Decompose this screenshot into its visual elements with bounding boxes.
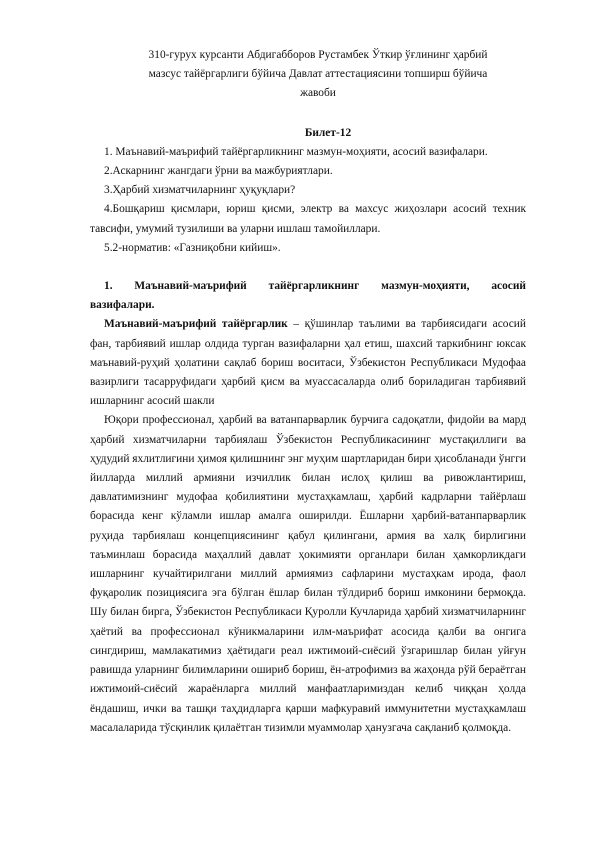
question-2: 2.Аскарнинг жангдаги ўрни ва мажбуриятлари. (104, 165, 333, 178)
question-1: 1. Маънавий-маърифий тайёргарликнинг мазмун-моҳияти, асосий вазифалари. (104, 145, 488, 158)
header-line-2: мазсус тайёргарлиги бўйича Давлат аттестациясини топширш бўйича (148, 68, 488, 81)
section-heading: 1. Маънавий-маърифий тайёргарликнинг мазмун-моҳияти, асосий (104, 280, 526, 293)
paragraph-1-text: – қўшинлар таълими ва тарбиясидаги асосий фан, тарбиявий ишлар олдида турган вазифаларни ҳал етиш, шахсий таркибнинг юксак маънавий-руҳий ҳолатини сақлаб бориш воситаси, Ўзбекистон Республикаси Мудофаа вазирлиги тасарруфидаги ҳарбий қисм ва муассасаларда олиб бориладиган тарбиявий ишларнинг асосий шакли (90, 318, 526, 408)
ticket-title: Билет-12 (304, 126, 352, 139)
question-3: 3.Ҳарбий хизматчиларнинг ҳуқуқлари? (104, 184, 296, 197)
document-page (90, 46, 526, 738)
paragraph-1-term: Маънавий-маърифий тайёргарлик (104, 318, 288, 331)
spacer (90, 258, 526, 277)
paragraph-1 (90, 315, 526, 411)
section-heading-continued: вазифалари. (90, 299, 155, 312)
question-4: 4.Бошқариш қисмлари, юриш қисми, электр ва махсус жиҳозлари асосий техник тавсифи, умумий тузилиши ва уларни ишлаш тамойиллари. (90, 203, 526, 235)
question-5: 5.2-норматив: «Газниқобни кийиш». (104, 241, 281, 254)
header-line-1: 310-гурух курсанти Абдигабборов Рустамбек Ўткир ўғлининг ҳарбий (148, 49, 488, 61)
paragraph-2: Юқори профессионал, ҳарбий ва ватанпарварлик бурчига садоқатли, фидойи ва мард ҳарбий хизматчиларни тарбиялаш Ўзбекистон Республикасининг мустақиллиги ва ҳудудий яхлитлигини ҳимоя қилишнинг энг муҳим шартларидан бири ҳисобланади ўнгги йилларда миллий армияни изчиллик билан ислоҳ қилиш ва ривожлантириш, давлатимизнинг мудофаа қобилиятини мустаҳкамлаш, ҳарбий кадрларни тайёрлаш борасида кенг кўламли ишлар амалга оширилди. Ёшларни ҳарбий-ватанпарварлик руҳида тарбиялаш концепциясининг қабул қилингани, армия ва халқ бирлигини таъминлаш борасида маҳаллий давлат ҳокимияти органлари билан ҳамкорликдаги ишларнинг кучайтирилгани миллий армиямиз сафларини мустаҳкам ирода, фаол фуқаролик позициясига эга бўлган ёшлар билан тўлдириб бориш имконини бермоқда. Шу билан бирга, Ўзбекистон Республикаси Қуролли Кучларида ҳарбий хизматчиларнинг ҳаётий ва профессионал кўникмаларини илм-маърифат асосида қалби ва онгига сингдириш, мамлакатимиз ҳаётидаги реал ижтимоий-сиёсий ўзгаришлар билан уйғун равишда уларнинг билимларини ошириб бориш, ён-атрофимиз ва жаҳонда рўй бераётган ижтимоий-сиёсий жараёнларга миллий манфаатларимиздан келиб чиққан ҳолда ёндашиш, ички ва ташқи таҳдидларга қарши мафкуравий иммунитетни мустаҳкамлаш масалаларида тўсқинлик қилаётган тизимли муаммолар ҳанузгача сақланиб қолмоқда. (90, 414, 526, 734)
header-line-3: жавоби (300, 87, 336, 100)
